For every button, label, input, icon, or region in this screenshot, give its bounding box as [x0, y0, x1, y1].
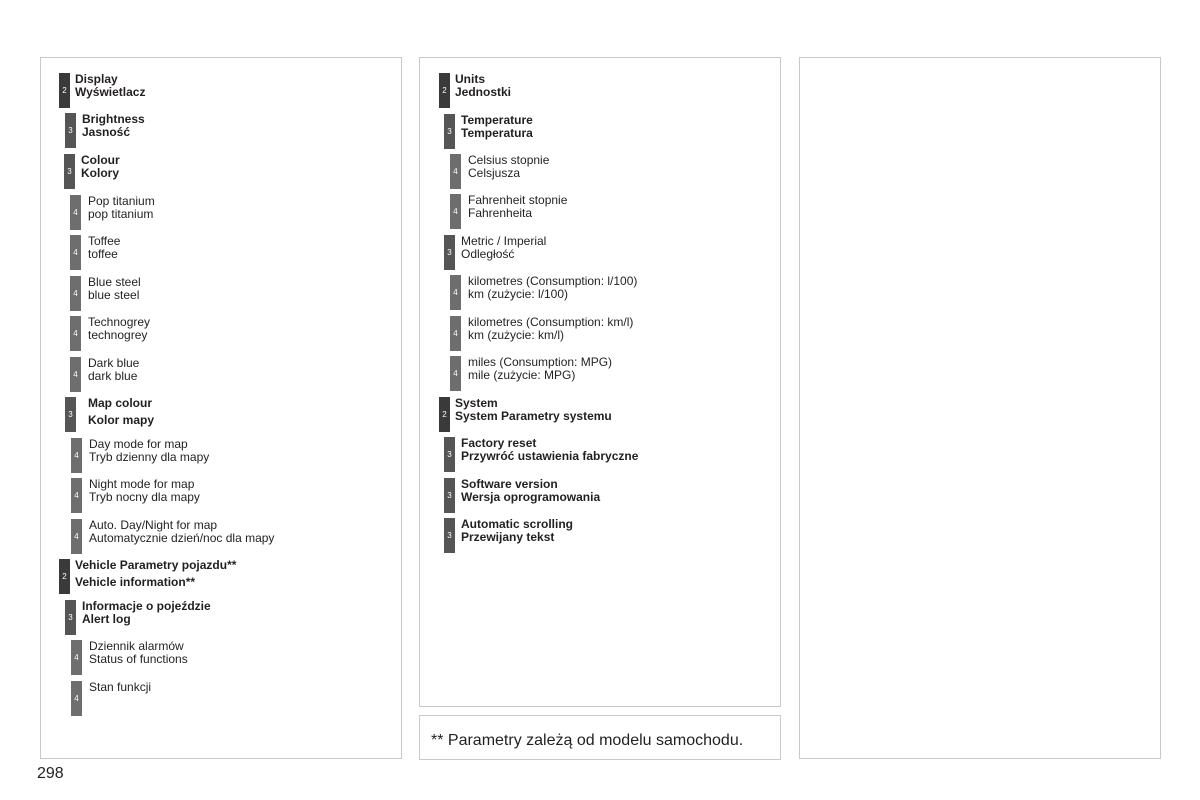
- entry-label-translation: Kolor mapy: [88, 412, 155, 427]
- entry-label: Temperature: [461, 113, 533, 127]
- level-marker: 4: [71, 438, 82, 473]
- entry-label-translation: pop titanium: [88, 206, 154, 221]
- entry-label-translation: Kolory: [81, 165, 120, 180]
- page-number: 298: [37, 765, 64, 782]
- entry-label-translation: technogrey: [88, 327, 148, 342]
- entry-label: Colour: [81, 153, 120, 167]
- entry-label: miles (Consumption: MPG): [468, 355, 613, 369]
- entry-label: Celsius stopnie: [468, 153, 550, 167]
- entry-label: Automatic scrolling: [461, 517, 574, 531]
- entry-label-translation: Przywróć ustawienia fabryczne: [461, 448, 639, 463]
- entry-label-translation: mile (zużycie: MPG): [468, 367, 576, 382]
- level-marker: 4: [70, 195, 81, 230]
- level-marker: 4: [71, 681, 82, 716]
- entry-label-translation: Tryb nocny dla mapy: [89, 489, 200, 504]
- level-marker: 3: [64, 154, 75, 189]
- entry-label: Dark blue: [88, 356, 140, 370]
- entry-label-translation: Jednostki: [455, 84, 512, 99]
- level-marker: 4: [450, 316, 461, 351]
- level-marker: 3: [444, 235, 455, 270]
- entry-label: Metric / Imperial: [461, 234, 547, 248]
- entry-label: Night mode for map: [89, 477, 195, 491]
- entry-label: Factory reset: [461, 436, 537, 450]
- entry-label-translation: dark blue: [88, 368, 138, 383]
- level-marker: 4: [70, 235, 81, 270]
- level-marker: 4: [450, 194, 461, 229]
- footnote-box: [419, 715, 781, 760]
- level-marker: 4: [71, 519, 82, 554]
- entry-label-translation: Wersja oprogramowania: [461, 489, 601, 504]
- entry-label-translation: Fahrenheita: [468, 205, 533, 220]
- entry-label: Stan funkcji: [89, 680, 152, 694]
- level-marker: 3: [65, 113, 76, 148]
- entry-label: Pop titanium: [88, 194, 155, 208]
- entry-label-translation: Celsjusza: [468, 165, 521, 180]
- entry-label: Units: [455, 72, 485, 86]
- entry-label-translation: Vehicle information**: [75, 574, 196, 589]
- entry-label: System: [455, 396, 498, 410]
- empty-column-right: [799, 57, 1161, 759]
- entry-label-translation: Jasność: [82, 124, 131, 139]
- entry-label-translation: km (zużycie: l/100): [468, 286, 569, 301]
- menu-column-left: [40, 57, 402, 759]
- entry-label: Dziennik alarmów: [89, 639, 184, 653]
- level-marker: 4: [71, 478, 82, 513]
- entry-label-translation: toffee: [88, 246, 118, 261]
- entry-label: Technogrey: [88, 315, 151, 329]
- level-marker: 4: [450, 356, 461, 391]
- entry-label-translation: System Parametry systemu: [455, 408, 612, 423]
- entry-label-translation: Status of functions: [89, 651, 188, 666]
- entry-label-translation: km (zużycie: km/l): [468, 327, 564, 342]
- entry-label: Vehicle Parametry pojazdu**: [75, 558, 237, 572]
- entry-label-translation: blue steel: [88, 287, 140, 302]
- menu-column-middle: [419, 57, 781, 707]
- entry-label-translation: Temperatura: [461, 125, 533, 140]
- level-marker: 3: [444, 437, 455, 472]
- entry-label: Display: [75, 72, 118, 86]
- entry-label-translation: Alert log: [82, 611, 131, 626]
- entry-label: Software version: [461, 477, 558, 491]
- entry-label: Day mode for map: [89, 437, 188, 451]
- entry-label: Toffee: [88, 234, 121, 248]
- level-marker: 3: [444, 114, 455, 149]
- level-marker: 4: [71, 640, 82, 675]
- entry-label-translation: Przewijany tekst: [461, 529, 555, 544]
- level-marker: 3: [65, 397, 76, 432]
- footnote-text: ** Parametry zależą od modelu samochodu.: [431, 732, 744, 749]
- level-marker: 2: [59, 73, 70, 108]
- level-marker: 4: [450, 275, 461, 310]
- entry-label: Informacje o pojeździe: [82, 599, 211, 613]
- level-marker: 2: [59, 559, 70, 594]
- level-marker: 4: [70, 316, 81, 351]
- level-marker: 2: [439, 397, 450, 432]
- entry-label: kilometres (Consumption: km/l): [468, 315, 634, 329]
- entry-label-translation: Odległość: [461, 246, 515, 261]
- entry-label: Blue steel: [88, 275, 141, 289]
- entry-label: Auto. Day/Night for map: [89, 518, 218, 532]
- entry-label: kilometres (Consumption: l/100): [468, 274, 638, 288]
- level-marker: 4: [450, 154, 461, 189]
- entry-label-translation: Automatycznie dzień/noc dla mapy: [89, 530, 275, 545]
- entry-label-translation: Tryb dzienny dla mapy: [89, 449, 210, 464]
- entry-label-translation: Wyświetlacz: [75, 84, 146, 99]
- entry-label: Fahrenheit stopnie: [468, 193, 568, 207]
- level-marker: 4: [70, 276, 81, 311]
- level-marker: 3: [444, 518, 455, 553]
- level-marker: 3: [444, 478, 455, 513]
- level-marker: 3: [65, 600, 76, 635]
- level-marker: 2: [439, 73, 450, 108]
- entry-label: Brightness: [82, 112, 145, 126]
- entry-label: Map colour: [88, 396, 153, 410]
- level-marker: 4: [70, 357, 81, 392]
